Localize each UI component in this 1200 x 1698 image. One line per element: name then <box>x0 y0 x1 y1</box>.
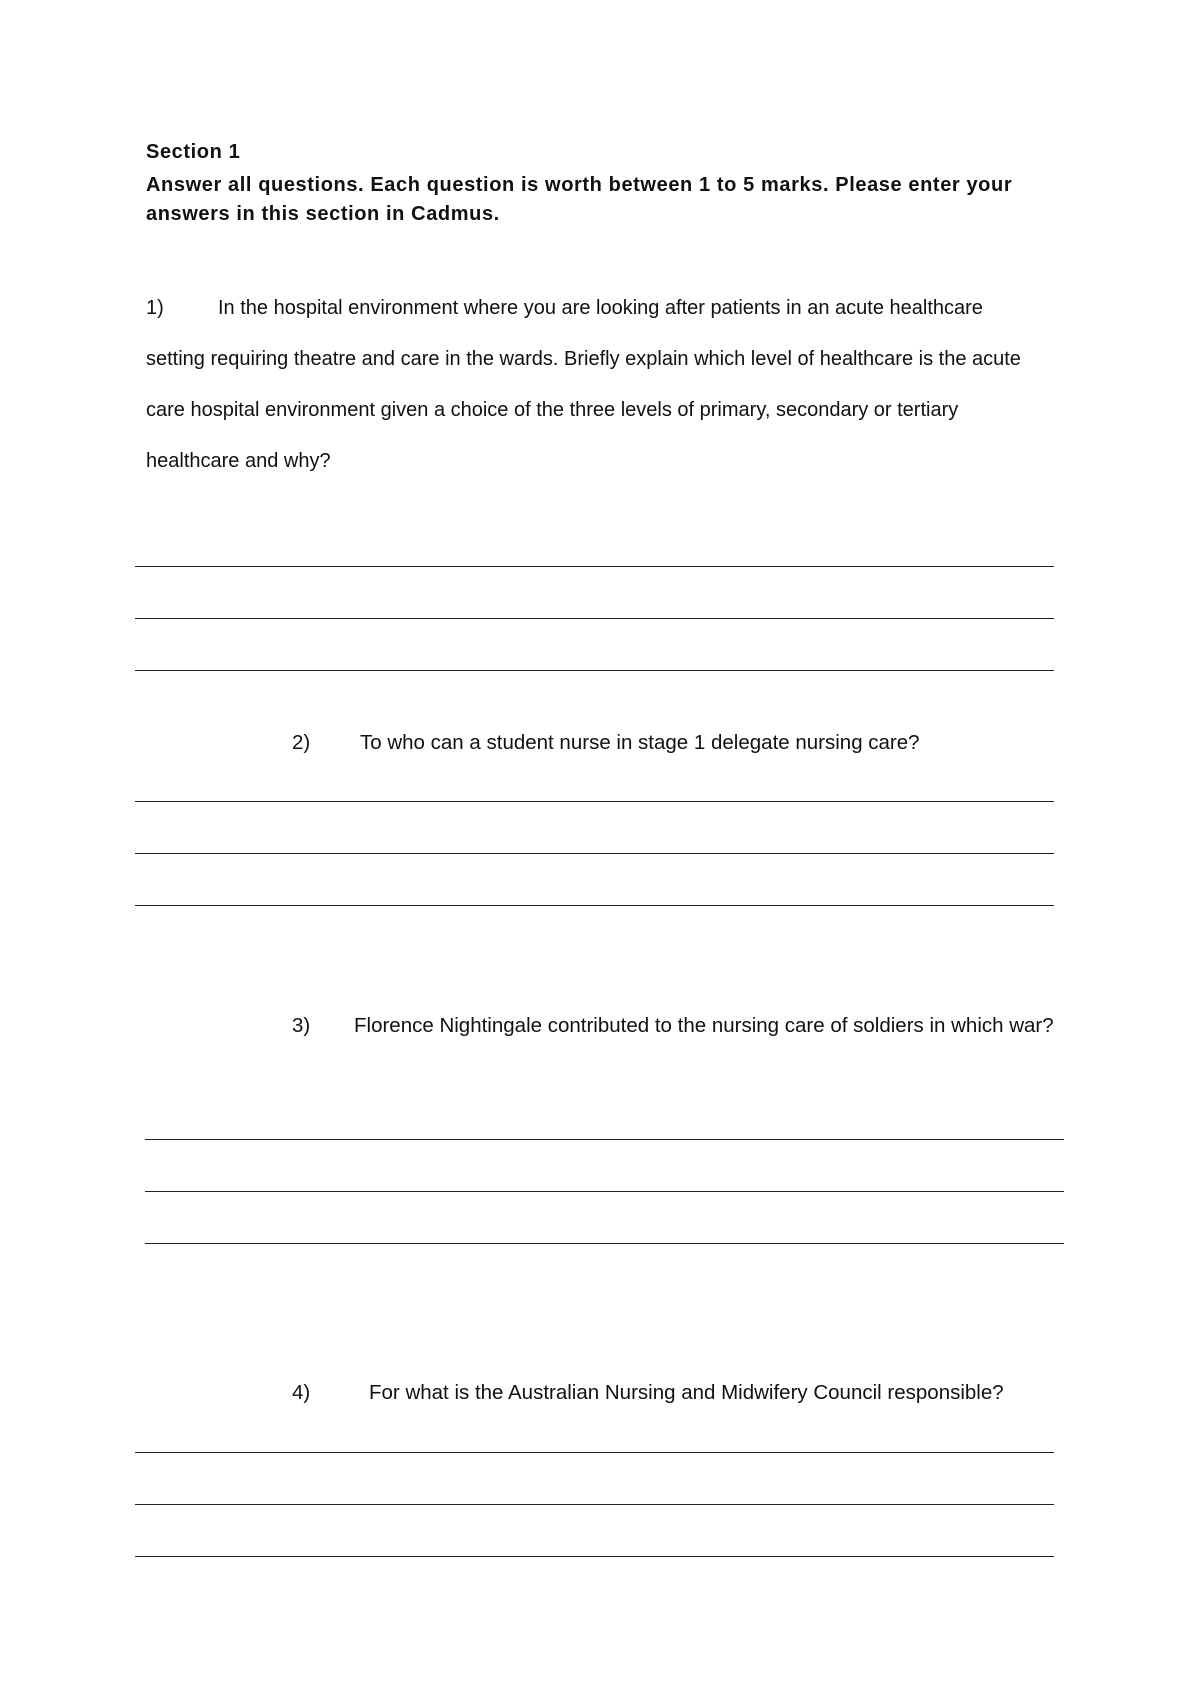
question-4-answer-line[interactable] <box>135 1504 1054 1505</box>
question-3-text: Florence Nightingale contributed to the nursing care of soldiers in which war? <box>354 1014 1054 1037</box>
question-3-answer-line[interactable] <box>145 1191 1064 1192</box>
question-3-number: 3) <box>292 1014 311 1037</box>
question-1-answer-line[interactable] <box>135 566 1054 567</box>
question-3-answer-line[interactable] <box>145 1243 1064 1244</box>
question-1 <box>146 283 1026 487</box>
question-2-text: To who can a student nurse in stage 1 delegate nursing care? <box>360 731 920 754</box>
question-4-answer-line[interactable] <box>135 1452 1054 1453</box>
question-2-answer-line[interactable] <box>135 801 1054 802</box>
question-2-number: 2) <box>292 731 311 754</box>
question-1-number: 1) <box>146 297 164 319</box>
question-4-number: 4) <box>292 1381 311 1404</box>
question-4 <box>292 1379 1004 1406</box>
question-2-answer-line[interactable] <box>135 905 1054 906</box>
question-1-answer-line[interactable] <box>135 670 1054 671</box>
section-instructions: Answer all questions. Each question is worth between 1 to 5 marks. Please enter your answers in this section in Cadmus. <box>146 174 1013 225</box>
question-3-answer-line[interactable] <box>145 1139 1064 1140</box>
question-1-answer-line[interactable] <box>135 618 1054 619</box>
question-1-text: In the hospital environment where you are looking after patients in an acute healthcare setting requiring theatre and care in the wards. Briefly explain which level of healthcare is the acute care hospital environment given a choice of the three levels of primary, secondary or tertiary healthcare and why? <box>146 297 1021 472</box>
question-2 <box>292 729 920 756</box>
question-4-text: For what is the Australian Nursing and Midwifery Council responsible? <box>369 1381 1004 1404</box>
question-3 <box>292 1012 1072 1039</box>
question-4-answer-line[interactable] <box>135 1556 1054 1557</box>
question-2-answer-line[interactable] <box>135 853 1054 854</box>
section-title: Section 1 <box>146 141 241 163</box>
